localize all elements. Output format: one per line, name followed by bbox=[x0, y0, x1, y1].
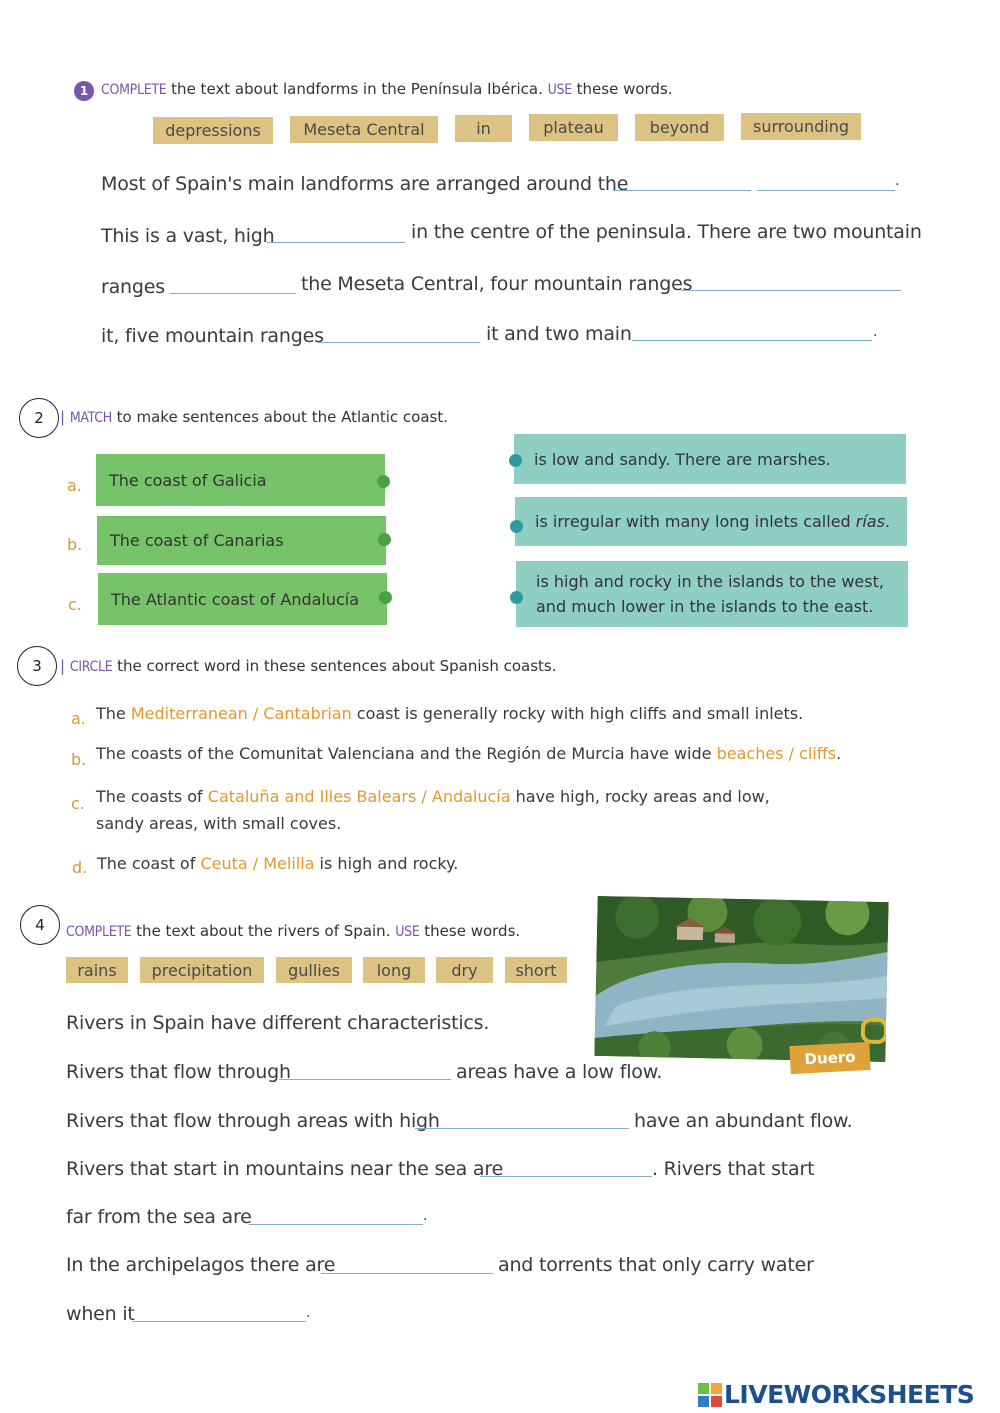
use-keyword: USE bbox=[395, 924, 420, 940]
text-line: Rivers that flow through areas with high bbox=[66, 1110, 440, 1132]
text-line: Most of Spain's main landforms are arranged around the bbox=[101, 173, 629, 195]
choice-options[interactable]: Ceuta / Melilla bbox=[200, 854, 315, 873]
word-chip: long bbox=[363, 957, 425, 983]
text-line: Rivers that flow through bbox=[66, 1061, 291, 1083]
item-letter: c. bbox=[71, 794, 85, 813]
exercise-3-number: 3 bbox=[17, 646, 57, 686]
sentence-text: The coasts of the Comunitat Valenciana and the Región de Murcia have wide bbox=[96, 744, 717, 763]
word-chip: gullies bbox=[276, 957, 352, 983]
sentence-text: The bbox=[96, 704, 131, 723]
answer-field[interactable] bbox=[170, 271, 296, 294]
right-item-italic: rías bbox=[855, 512, 885, 531]
answer-field[interactable] bbox=[249, 1202, 423, 1225]
right-item-line2: and much lower in the islands to the east. bbox=[536, 597, 874, 616]
answer-field[interactable] bbox=[613, 168, 751, 191]
answer-field[interactable] bbox=[279, 1057, 451, 1080]
match-left-item[interactable]: The coast of Canarias bbox=[97, 516, 386, 565]
right-item-end: . bbox=[884, 512, 891, 531]
answer-field[interactable] bbox=[480, 1154, 652, 1177]
logo-grid-icon bbox=[698, 1383, 722, 1407]
item-letter: a. bbox=[71, 709, 86, 728]
word-chip: plateau bbox=[529, 114, 618, 141]
exercise-4-instruction bbox=[66, 922, 520, 940]
item-letter: d. bbox=[72, 858, 88, 877]
item-letter: b. bbox=[67, 535, 83, 554]
word-chip: depressions bbox=[153, 117, 273, 144]
connector-dot[interactable] bbox=[509, 454, 522, 467]
photo-caption-text: Duero bbox=[804, 1047, 856, 1069]
text-line: when it bbox=[66, 1303, 135, 1325]
answer-field[interactable] bbox=[681, 268, 901, 291]
sentence-text: coast is generally rocky with high cliffs and small inlets. bbox=[351, 704, 804, 723]
match-right-item[interactable] bbox=[516, 561, 908, 627]
exercise-4-number: 4 bbox=[20, 905, 60, 945]
text-line: the Meseta Central, four mountain ranges bbox=[301, 273, 693, 295]
instruction-text: the correct word in these sentences about Spanish coasts. bbox=[112, 657, 557, 675]
item-letter: b. bbox=[71, 750, 87, 769]
sentence-b bbox=[96, 744, 841, 763]
exercise-3-instruction: | CIRCLE the correct word in these sentences about Spanish coasts. bbox=[60, 657, 557, 675]
text-line: it, five mountain ranges bbox=[101, 325, 324, 347]
liveworksheets-logo bbox=[698, 1380, 974, 1409]
text-line: Rivers that start in mountains near the sea are bbox=[66, 1158, 504, 1180]
river-landscape-image bbox=[594, 896, 888, 1062]
sentence-text: have high, rocky areas and low, bbox=[510, 787, 770, 806]
answer-field[interactable] bbox=[132, 1299, 306, 1322]
text-line: In the archipelagos there are bbox=[66, 1254, 336, 1276]
answer-field[interactable] bbox=[318, 320, 480, 343]
brand-name: LIVEWORKSHEETS bbox=[724, 1380, 975, 1409]
instruction-text-end: these words. bbox=[571, 80, 673, 98]
line-end: . bbox=[895, 173, 900, 189]
text-line: and torrents that only carry water bbox=[498, 1254, 814, 1276]
text-line: . Rivers that start bbox=[652, 1158, 815, 1180]
answer-field[interactable] bbox=[757, 168, 895, 191]
connector-dot[interactable] bbox=[377, 475, 390, 488]
answer-field[interactable] bbox=[321, 1251, 493, 1274]
circle-keyword: CIRCLE bbox=[69, 659, 113, 675]
text-line: ranges bbox=[101, 276, 165, 298]
text-line: Rivers in Spain have different characteristics. bbox=[66, 1012, 490, 1034]
item-letter: c. bbox=[68, 595, 82, 614]
answer-field[interactable] bbox=[632, 318, 872, 341]
connector-dot[interactable] bbox=[510, 520, 523, 533]
word-chip: surrounding bbox=[741, 113, 861, 140]
sentence-text: is high and rocky. bbox=[314, 854, 459, 873]
exercise-2-instruction: | MATCH to make sentences about the Atlantic coast. bbox=[60, 408, 448, 426]
text-line: This is a vast, high bbox=[101, 225, 275, 247]
text-line: in the centre of the peninsula. There are two mountain bbox=[411, 221, 922, 243]
exercise-2-number: 2 bbox=[19, 398, 59, 438]
match-left-item[interactable]: The coast of Galicia bbox=[96, 454, 385, 506]
use-keyword: USE bbox=[547, 82, 572, 98]
instruction-text-end: these words. bbox=[419, 922, 521, 940]
sentence-c-line2: sandy areas, with small coves. bbox=[96, 814, 342, 833]
word-chip: precipitation bbox=[140, 957, 264, 983]
text-line: far from the sea are bbox=[66, 1206, 252, 1228]
word-chip: beyond bbox=[635, 114, 724, 141]
line-end: . bbox=[306, 1305, 311, 1321]
exercise-1-number: 1 bbox=[74, 81, 94, 101]
complete-keyword: COMPLETE bbox=[101, 82, 167, 98]
connector-dot[interactable] bbox=[379, 591, 392, 604]
answer-field[interactable] bbox=[415, 1106, 629, 1129]
choice-options[interactable]: Cataluña and Illes Balears / Andalucía bbox=[207, 787, 511, 806]
match-left-item[interactable]: The Atlantic coast of Andalucía bbox=[98, 573, 387, 625]
instruction-text: the text about landforms in the Península Ibérica. bbox=[166, 80, 548, 98]
match-keyword: MATCH bbox=[69, 410, 112, 426]
line-end: . bbox=[873, 324, 878, 340]
text-line: it and two main bbox=[486, 323, 632, 345]
right-item-line1: is high and rocky in the islands to the west, bbox=[536, 572, 884, 591]
word-chip: rains bbox=[66, 957, 128, 983]
sentence-d bbox=[97, 854, 458, 873]
word-chip: Meseta Central bbox=[290, 116, 438, 143]
sentence-a bbox=[96, 704, 803, 723]
line-end: . bbox=[423, 1208, 428, 1224]
word-chip: in bbox=[455, 115, 512, 142]
choice-options[interactable]: beaches / cliffs bbox=[716, 744, 837, 763]
connector-dot[interactable] bbox=[510, 591, 523, 604]
complete-keyword: COMPLETE bbox=[66, 924, 132, 940]
sentence-text: The coast of bbox=[97, 854, 201, 873]
match-right-item[interactable] bbox=[515, 497, 907, 546]
exercise-1-instruction bbox=[101, 80, 673, 98]
choice-options[interactable]: Mediterranean / Cantabrian bbox=[130, 704, 352, 723]
instruction-text: the text about the rivers of Spain. bbox=[131, 922, 396, 940]
connector-dot[interactable] bbox=[378, 533, 391, 546]
text-line: have an abundant flow. bbox=[634, 1110, 853, 1132]
word-chip: dry bbox=[436, 957, 493, 983]
word-chip: short bbox=[505, 957, 567, 983]
sentence-text: . bbox=[836, 744, 842, 763]
sentence-text: The coasts of bbox=[96, 787, 208, 806]
photo-caption bbox=[789, 1042, 870, 1074]
item-letter: a. bbox=[67, 476, 82, 495]
text-line: areas have a low flow. bbox=[456, 1061, 663, 1083]
right-item-text: is irregular with many long inlets called bbox=[535, 512, 851, 531]
river-photo bbox=[594, 896, 888, 1062]
instruction-text: to make sentences about the Atlantic coast. bbox=[111, 408, 448, 426]
match-right-item[interactable]: is low and sandy. There are marshes. bbox=[514, 434, 906, 484]
answer-field[interactable] bbox=[267, 220, 405, 243]
sentence-c bbox=[96, 787, 770, 806]
